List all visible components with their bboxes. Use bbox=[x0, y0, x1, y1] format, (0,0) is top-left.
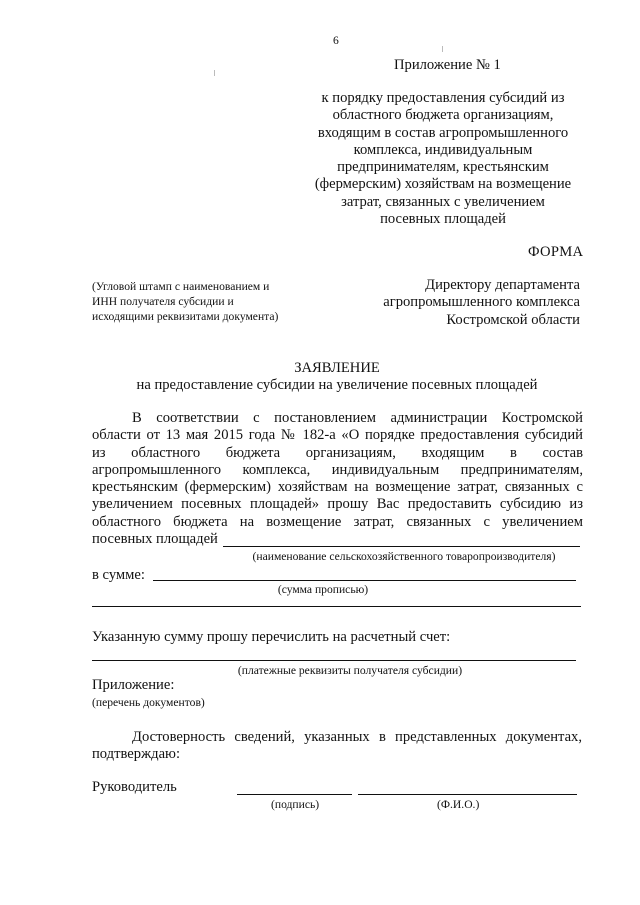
payment-details-field[interactable] bbox=[92, 660, 576, 661]
confirmation-text: Достоверность сведений, указанных в представленных документах, подтверждаю: bbox=[92, 729, 582, 763]
document-heading: ЗАЯВЛЕНИЕ bbox=[294, 360, 380, 376]
sum-field[interactable] bbox=[153, 580, 576, 581]
scan-mark bbox=[442, 46, 443, 52]
scan-mark bbox=[214, 70, 215, 76]
addressee: Директору департамента агропромышленного комплекса Костромской области bbox=[383, 277, 580, 328]
appendix-title: Приложение № 1 bbox=[394, 57, 501, 73]
form-label: ФОРМА bbox=[528, 244, 584, 260]
signature-field[interactable] bbox=[237, 794, 352, 795]
page-number: 6 bbox=[333, 34, 339, 47]
body-last-line: посевных площадей bbox=[92, 531, 218, 547]
fio-field[interactable] bbox=[358, 794, 577, 795]
fio-caption: (Ф.И.О.) bbox=[437, 798, 480, 811]
head-label: Руководитель bbox=[92, 779, 177, 795]
producer-name-field[interactable] bbox=[223, 546, 580, 547]
application-body: В соответствии с постановлением администрации Костромской области от 13 мая 2015 года № 182-а «О порядке предоставления субсидий из областного бюджета организациям, входящим в состав агропромышленного комплекса, индивидуальным предпринимателям, крестьянским (фермерским) хозяйствам на возмещение затрат, связанных с увеличением посевных площадей» прошу Вас предоставить субсидию из областного бюджета на возмещение затрат, связанных с увеличением bbox=[92, 410, 583, 530]
sum-field-continued[interactable] bbox=[92, 606, 581, 607]
sum-caption: (сумма прописью) bbox=[277, 583, 369, 596]
document-subheading: на предоставление субсидии на увеличение посевных площадей bbox=[136, 377, 538, 393]
appendix-reference: к порядку предоставления субсидий из областного бюджета организациям, входящим в состав агропромышленного комплекса, индивидуальным предпринимателям, крестьянским (фермерским) хозяйствам на возмещение затрат, связанных с увеличением посевных площадей bbox=[314, 90, 572, 228]
sum-label: в сумме: bbox=[92, 567, 145, 583]
signature-caption: (подпись) bbox=[271, 798, 320, 811]
attachment-caption: (перечень документов) bbox=[92, 696, 205, 709]
attachment-label: Приложение: bbox=[92, 677, 175, 693]
stamp-note: (Угловой штамп с наименованием и ИНН получателя субсидии и исходящими реквизитами документа) bbox=[92, 280, 279, 323]
payment-caption: (платежные реквизиты получателя субсидии) bbox=[237, 664, 463, 677]
producer-caption: (наименование сельскохозяйственного товаропроизводителя) bbox=[252, 550, 556, 563]
transfer-text: Указанную сумму прошу перечислить на расчетный счет: bbox=[92, 629, 451, 645]
